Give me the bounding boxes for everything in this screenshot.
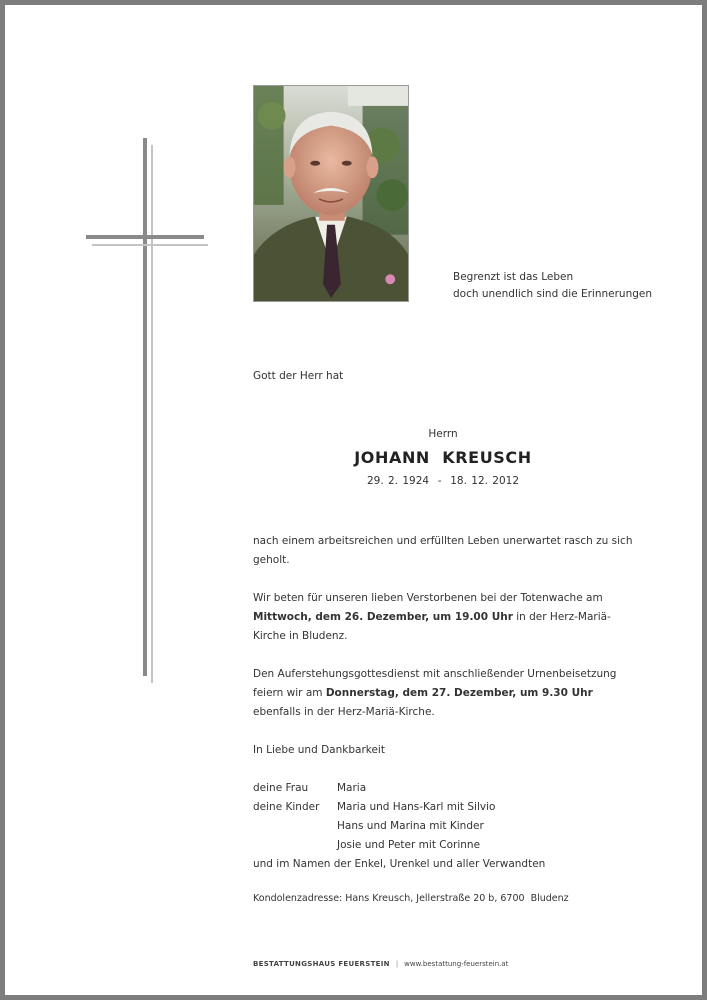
funeral-home-name: BESTATTUNGSHAUS FEUERSTEIN (253, 960, 390, 968)
closing-line: In Liebe und Dankbarkeit (253, 744, 385, 756)
wake-date-time: Mittwoch, dem 26. Dezember, um 19.00 Uhr (253, 611, 513, 623)
service-text-before: Den Auferstehungsgottesdienst mit anschließender Urnenbeisetzung feiern wir am (253, 668, 617, 699)
wake-text-before: Wir beten für unseren lieben Verstorbenen bei der Totenwache am (253, 592, 603, 604)
cross-horizontal-bar (86, 235, 204, 239)
intro-text: Gott der Herr hat (253, 370, 344, 382)
family-role (253, 836, 337, 855)
family-list (253, 779, 653, 855)
paragraph-funeral-service (253, 665, 643, 722)
paragraph-passing (253, 532, 643, 570)
cross-vertical-bar (143, 138, 147, 676)
family-role (253, 817, 337, 836)
portrait-photo (253, 85, 409, 302)
footer (253, 960, 508, 968)
memorial-quote (453, 269, 652, 303)
funeral-home-website[interactable]: www.bestattung-feuerstein.at (404, 960, 509, 968)
quote-line-2: doch unendlich sind die Erinnerungen (453, 288, 653, 300)
family-row (253, 779, 653, 798)
family-names: Hans und Marina mit Kinder (337, 820, 484, 832)
quote-line-1: Begrenzt ist das Leben (453, 271, 574, 283)
family-row (253, 817, 653, 836)
portrait-image (254, 86, 408, 301)
service-date-time: Donnerstag, dem 27. Dezember, um 9.30 Uhr (325, 687, 593, 699)
honorific: Herrn (428, 428, 458, 440)
family-role: deine Frau (253, 782, 309, 794)
life-dates: 29. 2. 1924 - 18. 12. 2012 (366, 475, 520, 487)
condolence-address: Kondolenzadresse: Hans Kreusch, Jellerstraße 20 b, 6700 Bludenz (253, 893, 569, 904)
family-role: deine Kinder (253, 801, 320, 813)
deceased-name: JOHANN KREUSCH (354, 448, 532, 467)
paragraph-passing-text: nach einem arbeitsreichen und erfüllten Leben unerwartet rasch zu sich geholt. (253, 535, 633, 566)
cross-horizontal-shadow (92, 244, 208, 246)
cross-vertical-shadow (151, 145, 153, 683)
relatives-line: und im Namen der Enkel, Urenkel und aller Verwandten (253, 858, 546, 870)
wake-text-after: in der Herz-Mariä-Kirche in Bludenz. (253, 611, 611, 642)
family-names: Maria (337, 782, 367, 794)
paragraph-wake (253, 589, 643, 646)
family-names: Josie und Peter mit Corinne (337, 839, 481, 851)
footer-separator: | (395, 960, 399, 968)
service-text-after: ebenfalls in der Herz-Mariä-Kirche. (253, 706, 435, 718)
family-row (253, 836, 653, 855)
family-names: Maria und Hans-Karl mit Silvio (337, 801, 496, 813)
family-row (253, 798, 653, 817)
